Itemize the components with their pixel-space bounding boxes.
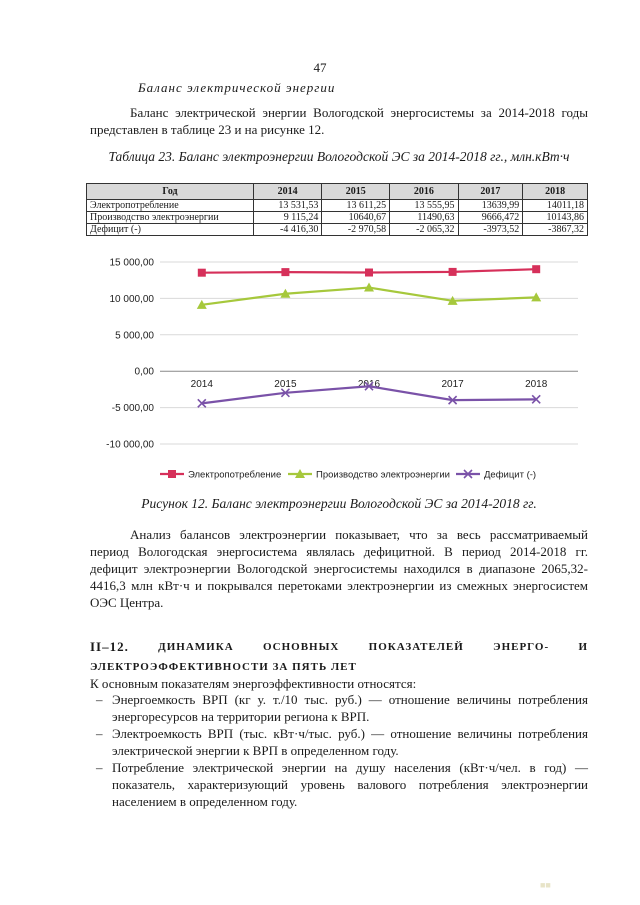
table-header-cell: Год — [87, 184, 254, 200]
table-row — [87, 200, 588, 212]
heading-word: ЭНЕРГО- — [493, 641, 550, 653]
list-item-text: Потребление электрической энергии на душу населения (кВт·ч/чел. в год) — показатель, характеризующий уровень валового потребления электроэнергии населением в определенном году. — [112, 760, 588, 809]
y-tick-label: -5 000,00 — [111, 403, 154, 415]
page-number: 47 — [313, 60, 327, 75]
dash-bullet: – — [96, 692, 103, 707]
table-cell: -2 970,58 — [322, 224, 390, 236]
data-point — [281, 268, 289, 276]
heading-word: И — [578, 641, 588, 653]
y-tick-label: 5 000,00 — [115, 330, 154, 342]
table-cell: 9666,472 — [458, 212, 523, 224]
chart-svg — [90, 248, 588, 488]
table-cell: 13 531,53 — [254, 200, 322, 212]
figure-caption: Рисунок 12. Баланс электроэнергии Вологодской ЭС за 2014-2018 гг. — [141, 496, 537, 511]
table-cell: 9 115,24 — [254, 212, 322, 224]
data-point — [449, 268, 457, 276]
y-tick-label: 10 000,00 — [109, 293, 154, 305]
table-row — [87, 212, 588, 224]
table-cell: 13639,99 — [458, 200, 523, 212]
table-cell: Производство электроэнергии — [87, 212, 254, 224]
heading-word: ДИНАМИКА — [158, 641, 234, 653]
list-item-text: Электроемкость ВРП (тыс. кВт·ч/тыс. руб.) — отношение величины потребления электрической энергии к ВРП в определенном году. — [112, 726, 588, 758]
list-item — [90, 725, 588, 759]
y-tick-label: -10 000,00 — [106, 439, 154, 451]
legend-marker — [168, 470, 176, 478]
balance-chart — [90, 248, 588, 488]
table-caption: Таблица 23. Баланс электроэнергии Вологодской ЭС за 2014-2018 гг., млн.кВт·ч — [108, 149, 570, 164]
table-cell: 10640,67 — [322, 212, 390, 224]
heading-word: ОСНОВНЫХ — [262, 641, 340, 653]
table-header-cell: 2018 — [523, 184, 588, 200]
x-tick-label: 2015 — [274, 379, 297, 391]
table-row — [87, 224, 588, 236]
table-cell: 13 555,95 — [390, 200, 458, 212]
section-heading — [90, 637, 588, 677]
heading-number: II–12. — [90, 639, 129, 654]
table-cell: -2 065,32 — [390, 224, 458, 236]
section-title: Баланс электрической энергии — [138, 80, 336, 95]
table-cell: -3867,32 — [523, 224, 588, 236]
lead-paragraph: К основным показателям энергоэффективности относятся: — [90, 676, 417, 691]
table-header-cell: 2015 — [322, 184, 390, 200]
y-tick-label: 0,00 — [134, 366, 154, 378]
indicator-list — [90, 691, 588, 810]
heading-word: ПОКАЗАТЕЛЕЙ — [368, 641, 464, 653]
table-header-cell: 2017 — [458, 184, 523, 200]
x-tick-label: 2018 — [525, 379, 548, 391]
balance-table — [86, 183, 588, 236]
list-item — [90, 691, 588, 725]
x-tick-label: 2016 — [357, 379, 381, 391]
x-tick-label: 2017 — [441, 379, 464, 391]
list-item-text: Энергоемкость ВРП (кг у. т./10 тыс. руб.) — отношение величины потребления энергоресурсов на территории региона к ВРП. — [112, 692, 588, 724]
list-item — [90, 759, 588, 810]
data-point — [198, 269, 206, 277]
y-tick-label: 15 000,00 — [109, 257, 154, 269]
table-cell: 10143,86 — [523, 212, 588, 224]
table-cell: -3973,52 — [458, 224, 523, 236]
table-header-row — [87, 184, 588, 200]
table-cell: 14011,18 — [523, 200, 588, 212]
dash-bullet: – — [96, 760, 103, 775]
x-tick-label: 2014 — [190, 379, 213, 391]
heading-line-2: ЭЛЕКТРОЭФФЕКТИВНОСТИ ЗА ПЯТЬ ЛЕТ — [90, 661, 357, 673]
data-point — [365, 269, 373, 277]
table-cell: Электропотребление — [87, 200, 254, 212]
table-cell: 13 611,25 — [322, 200, 390, 212]
table-cell: Дефицит (-) — [87, 224, 254, 236]
intro-paragraph: Баланс электрической энергии Вологодской энергосистемы за 2014-2018 годы представлен в таблице 23 и на рисунке 12. — [90, 105, 588, 137]
table-cell: 11490,63 — [390, 212, 458, 224]
table-cell: -4 416,30 — [254, 224, 322, 236]
legend-label: Электропотребление — [188, 469, 282, 481]
analysis-paragraph: Анализ балансов электроэнергии показывает, что за весь рассматриваемый период Вологодская энергосистема являлась дефицитной. В период 2014-2018 гг. дефицит электроэнергии Вологодской энергосистемы находился в диапазоне 2065,32-4416,3 млн кВт·ч и покрывался перетоками электроэнергии из смежных энергосистем ОЭС Центра. — [90, 527, 588, 610]
table-header-cell: 2016 — [390, 184, 458, 200]
footer-mark: ■■ — [540, 880, 551, 890]
table-header-cell: 2014 — [254, 184, 322, 200]
dash-bullet: – — [96, 726, 103, 741]
legend-label: Дефицит (-) — [484, 469, 537, 481]
data-point — [532, 265, 540, 273]
legend-label: Производство электроэнергии — [316, 469, 450, 481]
